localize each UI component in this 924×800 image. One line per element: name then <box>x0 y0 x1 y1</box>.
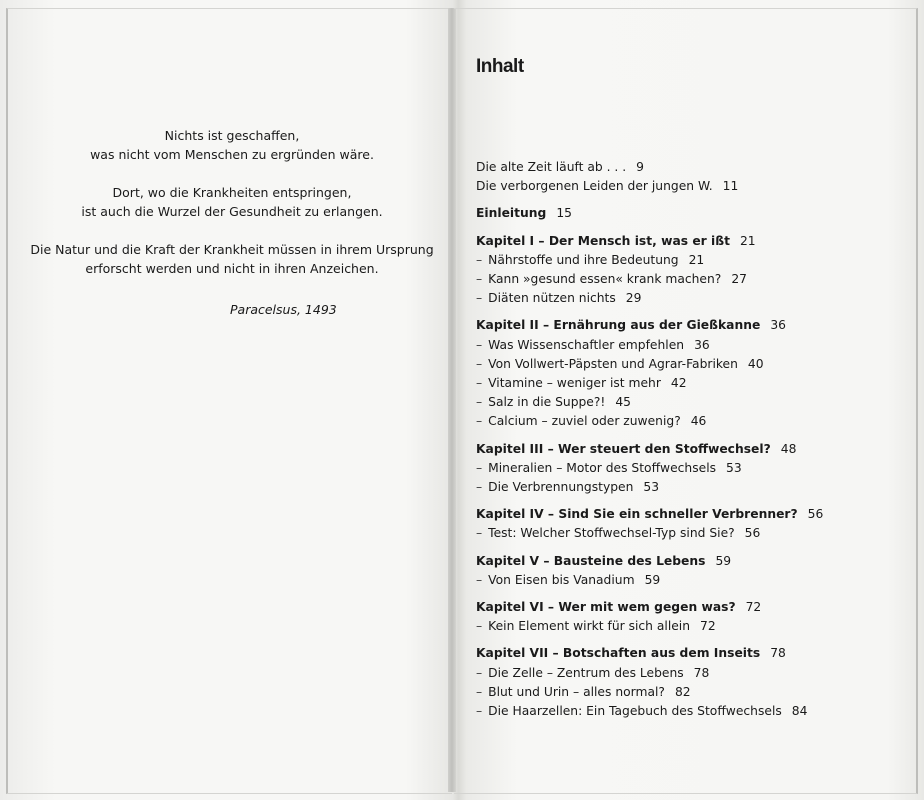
toc-page-number: 78 <box>693 665 710 680</box>
toc-entry-text: Calcium – zuviel oder zuwenig? <box>488 414 681 429</box>
toc-dash: – <box>476 619 483 634</box>
toc-chapter-heading <box>476 440 896 459</box>
toc-chapter-group <box>476 598 896 636</box>
toc-entry-text: Diäten nützen nichts <box>488 291 616 306</box>
toc-page-number: 78 <box>770 646 786 661</box>
toc-page-number: 36 <box>694 337 710 352</box>
toc-subentry <box>476 571 896 590</box>
toc-entry-text: Kein Element wirkt für sich allein <box>488 619 691 634</box>
toc-dash: – <box>476 291 483 306</box>
toc-page-number: 72 <box>700 619 716 634</box>
toc-dash: – <box>476 572 483 587</box>
toc-entry-text: Salz in die Suppe?! <box>488 395 606 410</box>
toc-entry-text: Mineralien – Motor des Stoffwechsels <box>488 460 717 475</box>
toc-page-number: 56 <box>807 507 824 522</box>
toc-page-number: 56 <box>744 526 761 541</box>
toc-chapter-group <box>476 505 896 543</box>
toc-entry-text: Kapitel VII – Botschaften aus dem Inseits <box>476 646 761 661</box>
toc-subentry <box>476 374 896 393</box>
toc-subentry <box>476 412 896 431</box>
toc-subentry <box>476 393 896 412</box>
toc-chapter-group <box>476 316 896 431</box>
epigraph-stanza: Die Natur und die Kraft der Krankheit müssen in ihrem Ursprung erforscht werden und nicht in ihren Anzeichen. <box>30 242 434 276</box>
toc-chapter-heading <box>476 552 896 571</box>
toc-intro-group <box>476 158 896 196</box>
toc-page-number: 15 <box>556 206 572 221</box>
toc-dash: – <box>476 684 483 699</box>
toc-subentry <box>476 683 896 702</box>
toc-page-number: 9 <box>636 160 644 174</box>
toc-dash: – <box>476 395 483 410</box>
toc-entry-text: Die Verbrennungstypen <box>488 480 634 495</box>
toc-dash: – <box>476 665 483 680</box>
toc-dash: – <box>476 252 483 267</box>
toc-entry-text: Kapitel II – Ernährung aus der Gießkanne <box>476 318 761 333</box>
toc-subentry <box>476 459 896 478</box>
toc-chapter-heading <box>476 644 896 663</box>
toc-subentry <box>476 289 896 308</box>
toc-entry-text: Einleitung <box>476 206 547 221</box>
toc-page-number: 59 <box>715 553 732 568</box>
toc-page-number: 40 <box>747 356 764 371</box>
toc-entry-text: Test: Welcher Stoffwechsel-Typ sind Sie? <box>488 526 735 541</box>
toc-dash: – <box>476 526 483 541</box>
toc-chapter-heading <box>476 316 896 335</box>
toc-subentry <box>476 617 896 636</box>
toc-entry-text: Die verborgenen Leiden der jungen W. <box>476 179 713 194</box>
toc-chapter-heading <box>476 505 896 524</box>
toc-entry-text: Kapitel IV – Sind Sie ein schneller Verbrenner? <box>476 507 798 522</box>
toc-dash: – <box>476 704 483 719</box>
toc-page-number: 36 <box>770 318 786 333</box>
toc-subentry <box>476 251 896 270</box>
toc-entry-text: Kapitel III – Wer steuert den Stoffwechsel? <box>476 441 771 456</box>
toc-page-number: 53 <box>643 480 660 495</box>
epigraph-stanza: Nichts ist geschaffen, was nicht vom Menschen zu ergründen wäre. <box>90 128 374 162</box>
toc-page-number: 59 <box>644 572 661 587</box>
toc-entry-text: Kann »gesund essen« krank machen? <box>488 272 722 287</box>
toc-dash: – <box>476 460 483 475</box>
toc-chapter-group <box>476 644 896 721</box>
toc-entry-text: Kapitel I – Der Mensch ist, was er ißt <box>476 233 730 248</box>
toc-page-number: 82 <box>674 684 691 699</box>
toc-page-number: 29 <box>625 291 642 306</box>
toc-entry-text: Die alte Zeit läuft ab . . . <box>476 160 627 174</box>
toc-page-number: 21 <box>688 252 705 267</box>
toc-subentry <box>476 664 896 683</box>
toc-entry-text: Was Wissenschaftler empfehlen <box>488 337 685 352</box>
toc-chapter-group <box>476 440 896 498</box>
toc-entry-text: Blut und Urin – alles normal? <box>488 684 665 699</box>
toc-subentry <box>476 336 896 355</box>
toc-dash: – <box>476 337 483 352</box>
toc-subentry <box>476 270 896 289</box>
toc-entry-text: Von Vollwert-Päpsten und Agrar-Fabriken <box>488 356 738 371</box>
table-of-contents <box>476 158 896 729</box>
toc-page-number: 45 <box>615 395 631 410</box>
toc-page-number: 11 <box>722 179 739 194</box>
toc-chapter-group <box>476 552 896 590</box>
toc-subentry <box>476 478 896 497</box>
toc-subentry <box>476 355 896 374</box>
toc-dash: – <box>476 414 483 429</box>
toc-page-number: 42 <box>670 376 687 391</box>
toc-entry-text: Die Haarzellen: Ein Tagebuch des Stoffwechsels <box>488 704 782 719</box>
toc-dash: – <box>476 356 483 371</box>
toc-entry-text: Nährstoffe und ihre Bedeutung <box>488 252 679 267</box>
toc-chapter-group <box>476 232 896 309</box>
toc-dash: – <box>476 480 483 495</box>
toc-page-number: 53 <box>726 460 742 475</box>
toc-chapter-heading <box>476 232 896 251</box>
toc-entry-text: Von Eisen bis Vanadium <box>488 572 635 587</box>
toc-entry-text: Kapitel V – Bausteine des Lebens <box>476 553 706 568</box>
toc-intro-entry <box>476 177 896 196</box>
epigraph-stanza: Dort, wo die Krankheiten entspringen, ist auch die Wurzel der Gesundheit zu erlangen. <box>81 185 383 219</box>
toc-page-number: 27 <box>731 272 747 287</box>
toc-page-number: 84 <box>791 704 808 719</box>
epigraph <box>30 126 434 297</box>
toc-intro-entry <box>476 158 896 177</box>
toc-title: Inhalt <box>476 56 524 77</box>
toc-entry-text: Die Zelle – Zentrum des Lebens <box>488 665 684 680</box>
toc-page-number: 46 <box>690 414 707 429</box>
epigraph-attribution: Paracelsus, 1493 <box>230 302 337 317</box>
toc-page-number: 72 <box>745 600 762 615</box>
toc-einleitung-group <box>476 204 896 223</box>
toc-entry-text: Kapitel VI – Wer mit wem gegen was? <box>476 600 736 615</box>
toc-page-number: 21 <box>739 233 756 248</box>
toc-einleitung <box>476 204 896 223</box>
toc-dash: – <box>476 376 483 391</box>
toc-subentry <box>476 702 896 721</box>
toc-dash: – <box>476 272 483 287</box>
toc-page-number: 48 <box>780 441 797 456</box>
toc-chapter-heading <box>476 598 896 617</box>
toc-subentry <box>476 524 896 543</box>
toc-entry-text: Vitamine – weniger ist mehr <box>488 376 661 391</box>
